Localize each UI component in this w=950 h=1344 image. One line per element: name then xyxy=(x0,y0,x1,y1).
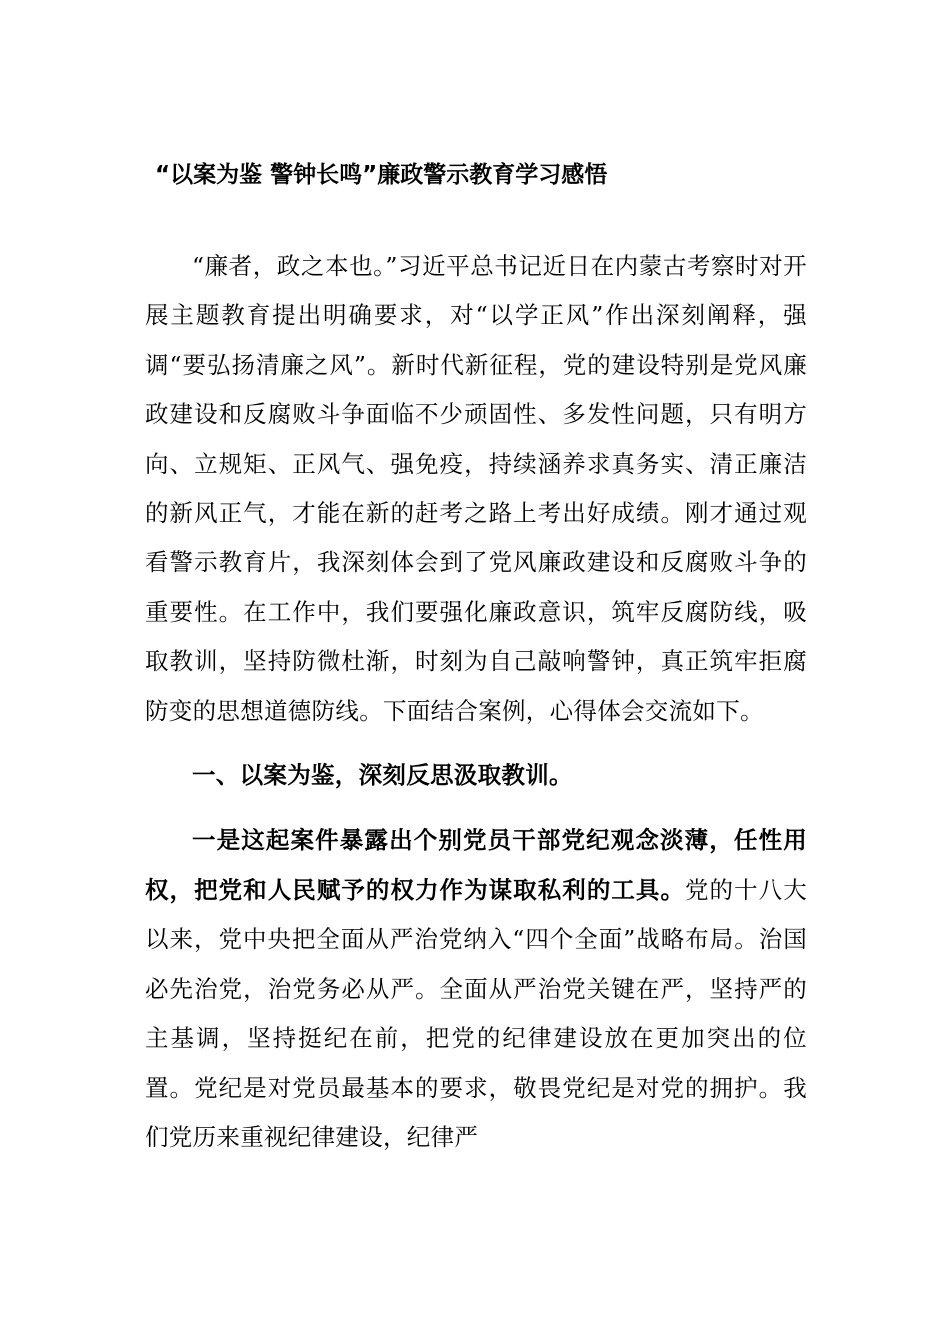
document-title: “以案为鉴 警钟长鸣”廉政警示教育学习感悟 xyxy=(155,162,608,188)
document-body xyxy=(145,242,807,1162)
intro-paragraph: “廉者，政之本也。”习近平总书记近日在内蒙古考察时对开展主题教育提出明确要求，对“以学正风”作出深刻阐释，强调“要弘扬清廉之风”。新时代新征程，党的建设特别是党风廉政建设和反腐败斗争面临不少顽固性、多发性问题，只有明方向、立规矩、正风气、强免疫，持续涵养求真务实、清正廉洁的新风正气，才能在新的赶考之路上考出好成绩。刚才通过观看警示教育片，我深刻体会到了党风廉政建设和反腐败斗争的重要性。在工作中，我们要强化廉政意识，筑牢反腐防线，吸取教训，坚持防微杜渐，时刻为自己敲响警钟，真正筑牢拒腐防变的思想道德防线。下面结合案例，心得体会交流如下。 xyxy=(145,252,807,725)
section-heading: 一、以案为鉴，深刻反思汲取教训。 xyxy=(192,761,573,790)
point-lead-sentence: 一是这起案件暴露出个别党员干部党纪观念淡薄，任性用权，把党和人民赋予的权力作为谋取私利的工具。 xyxy=(145,826,807,904)
point-body-text: 党的十八大以来，党中央把全面从严治党纳入“四个全面”战略布局。治国必先治党，治党务必从严。全面从严治党关键在严，坚持严的主基调，坚持挺纪在前，把党的纪律建设放在更加突出的位置。党纪是对党员最基本的要求，敬畏党纪是对党的拥护。我们党历来重视纪律建设，纪律严 xyxy=(145,875,807,1151)
point-paragraph xyxy=(145,816,807,1162)
